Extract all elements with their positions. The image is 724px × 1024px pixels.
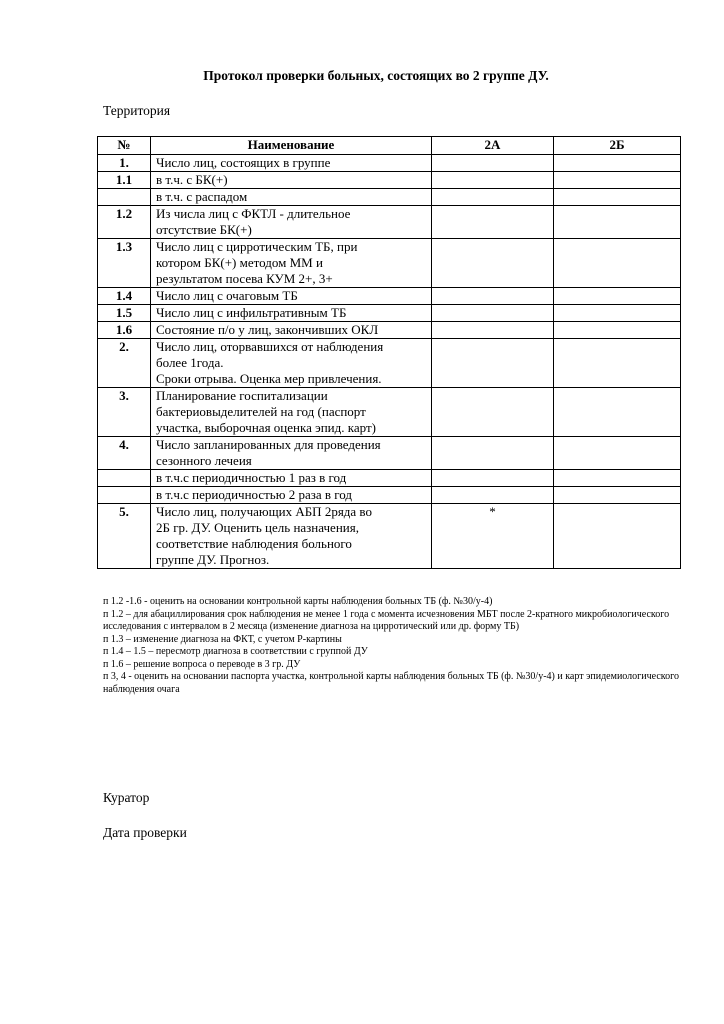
table-row: [98, 322, 681, 339]
row-name: Число лиц с очаговым ТБ: [151, 288, 432, 305]
table-header-row: [98, 137, 681, 155]
footnote: п 1.2 -1.6 - оценить на основании контрольной карты наблюдения больных ТБ (ф. №30/у-4): [103, 596, 493, 607]
table-row: [98, 206, 681, 239]
cell-2a: [432, 189, 554, 206]
table-row: [98, 487, 681, 504]
row-number: 1.6: [98, 322, 151, 339]
table-row: [98, 239, 681, 288]
cell-2b: [554, 487, 681, 504]
footnote: п 1.2 – для абациллирования срок наблюдения не менее 1 года с момента исчезновения МБТ после 2-кратного микробиологического исследования с интервалом в 2 месяца (изменение диагноза на цирротический или др. форму ТБ): [103, 608, 670, 632]
cell-2a: [432, 206, 554, 239]
cell-2a: [432, 487, 554, 504]
cell-2b: [554, 305, 681, 322]
table-row: [98, 189, 681, 206]
row-name: Число лиц с цирротическим ТБ, при котором БК(+) методом ММ и результатом посева КУМ 2+, 3+: [151, 239, 432, 288]
table-row: [98, 470, 681, 487]
cell-2b: [554, 388, 681, 437]
header-name: Наименование: [151, 137, 432, 155]
row-number: [98, 487, 151, 504]
cell-2b: [554, 504, 681, 569]
check-date-label: Дата проверки: [103, 825, 187, 840]
row-number: 5.: [98, 504, 151, 569]
table-row: [98, 172, 681, 189]
cell-2a: *: [432, 504, 554, 569]
header-2a: 2А: [432, 137, 554, 155]
cell-2b: [554, 206, 681, 239]
table-row: [98, 339, 681, 388]
curator-label: Куратор: [103, 790, 150, 805]
row-number: 1.1: [98, 172, 151, 189]
cell-2b: [554, 189, 681, 206]
cell-2b: [554, 239, 681, 288]
footnote: п 3, 4 - оценить на основании паспорта участка, контрольной карты наблюдения больных ТБ (ф. №30/у-4) и карт эпидемиологического наблюдения очага: [103, 671, 679, 695]
cell-2a: [432, 437, 554, 470]
cell-2b: [554, 437, 681, 470]
cell-2b: [554, 288, 681, 305]
table-row: [98, 155, 681, 172]
row-name: Планирование госпитализации бактериовыделителей на год (паспорт участка, выборочная оценка эпид. карт): [151, 388, 432, 437]
row-name: в т.ч.с периодичностью 1 раз в год: [151, 470, 432, 487]
row-number: 1.4: [98, 288, 151, 305]
row-name: Число лиц, оторвавшихся от наблюдения более 1года. Сроки отрыва. Оценка мер привлечения.: [151, 339, 432, 388]
footnote: п 1.4 – 1.5 – пересмотр диагноза в соответствии с группой ДУ: [103, 646, 368, 657]
cell-2a: [432, 388, 554, 437]
cell-2a: [432, 305, 554, 322]
cell-2a: [432, 172, 554, 189]
row-name: Состояние п/о у лиц, закончивших ОКЛ: [151, 322, 432, 339]
cell-2b: [554, 322, 681, 339]
row-number: 4.: [98, 437, 151, 470]
row-name: Число лиц с инфильтративным ТБ: [151, 305, 432, 322]
header-2b: 2Б: [554, 137, 681, 155]
row-number: 1.5: [98, 305, 151, 322]
footnotes: [103, 596, 683, 696]
header-number: №: [98, 137, 151, 155]
row-number: 2.: [98, 339, 151, 388]
row-name: Число лиц, состоящих в группе: [151, 155, 432, 172]
table-row: [98, 504, 681, 569]
row-name: Из числа лиц с ФКТЛ - длительное отсутствие БК(+): [151, 206, 432, 239]
protocol-table: [97, 136, 681, 569]
cell-2b: [554, 470, 681, 487]
table-row: [98, 305, 681, 322]
row-number: [98, 470, 151, 487]
table-row: [98, 288, 681, 305]
cell-2a: [432, 239, 554, 288]
table-row: [98, 437, 681, 470]
cell-2a: [432, 155, 554, 172]
row-name: Число лиц, получающих АБП 2ряда во 2Б гр. ДУ. Оценить цель назначения, соответствие наблюдения больного группе ДУ. Прогноз.: [151, 504, 432, 569]
cell-2a: [432, 470, 554, 487]
row-number: 1.2: [98, 206, 151, 239]
row-number: [98, 189, 151, 206]
cell-2b: [554, 172, 681, 189]
row-name: в т.ч.с периодичностью 2 раза в год: [151, 487, 432, 504]
footnote: п 1.6 – решение вопроса о переводе в 3 гр. ДУ: [103, 658, 301, 670]
row-number: 1.3: [98, 239, 151, 288]
table-row: [98, 388, 681, 437]
row-number: 1.: [98, 155, 151, 172]
row-number: 3.: [98, 388, 151, 437]
cell-2a: [432, 322, 554, 339]
territory-label: Территория: [103, 103, 171, 118]
cell-2b: [554, 339, 681, 388]
cell-2a: [432, 288, 554, 305]
footnote: п 1.3 – изменение диагноза на ФКТ, с учетом Р-картины: [103, 633, 342, 645]
row-name: Число запланированных для проведения сезонного лечеия: [151, 437, 432, 470]
page-title: Протокол проверки больных, состоящих во 2 группе ДУ.: [203, 68, 549, 83]
cell-2a: [432, 339, 554, 388]
row-name: в т.ч. с распадом: [151, 189, 432, 206]
row-name: в т.ч. с БК(+): [151, 172, 432, 189]
cell-2b: [554, 155, 681, 172]
